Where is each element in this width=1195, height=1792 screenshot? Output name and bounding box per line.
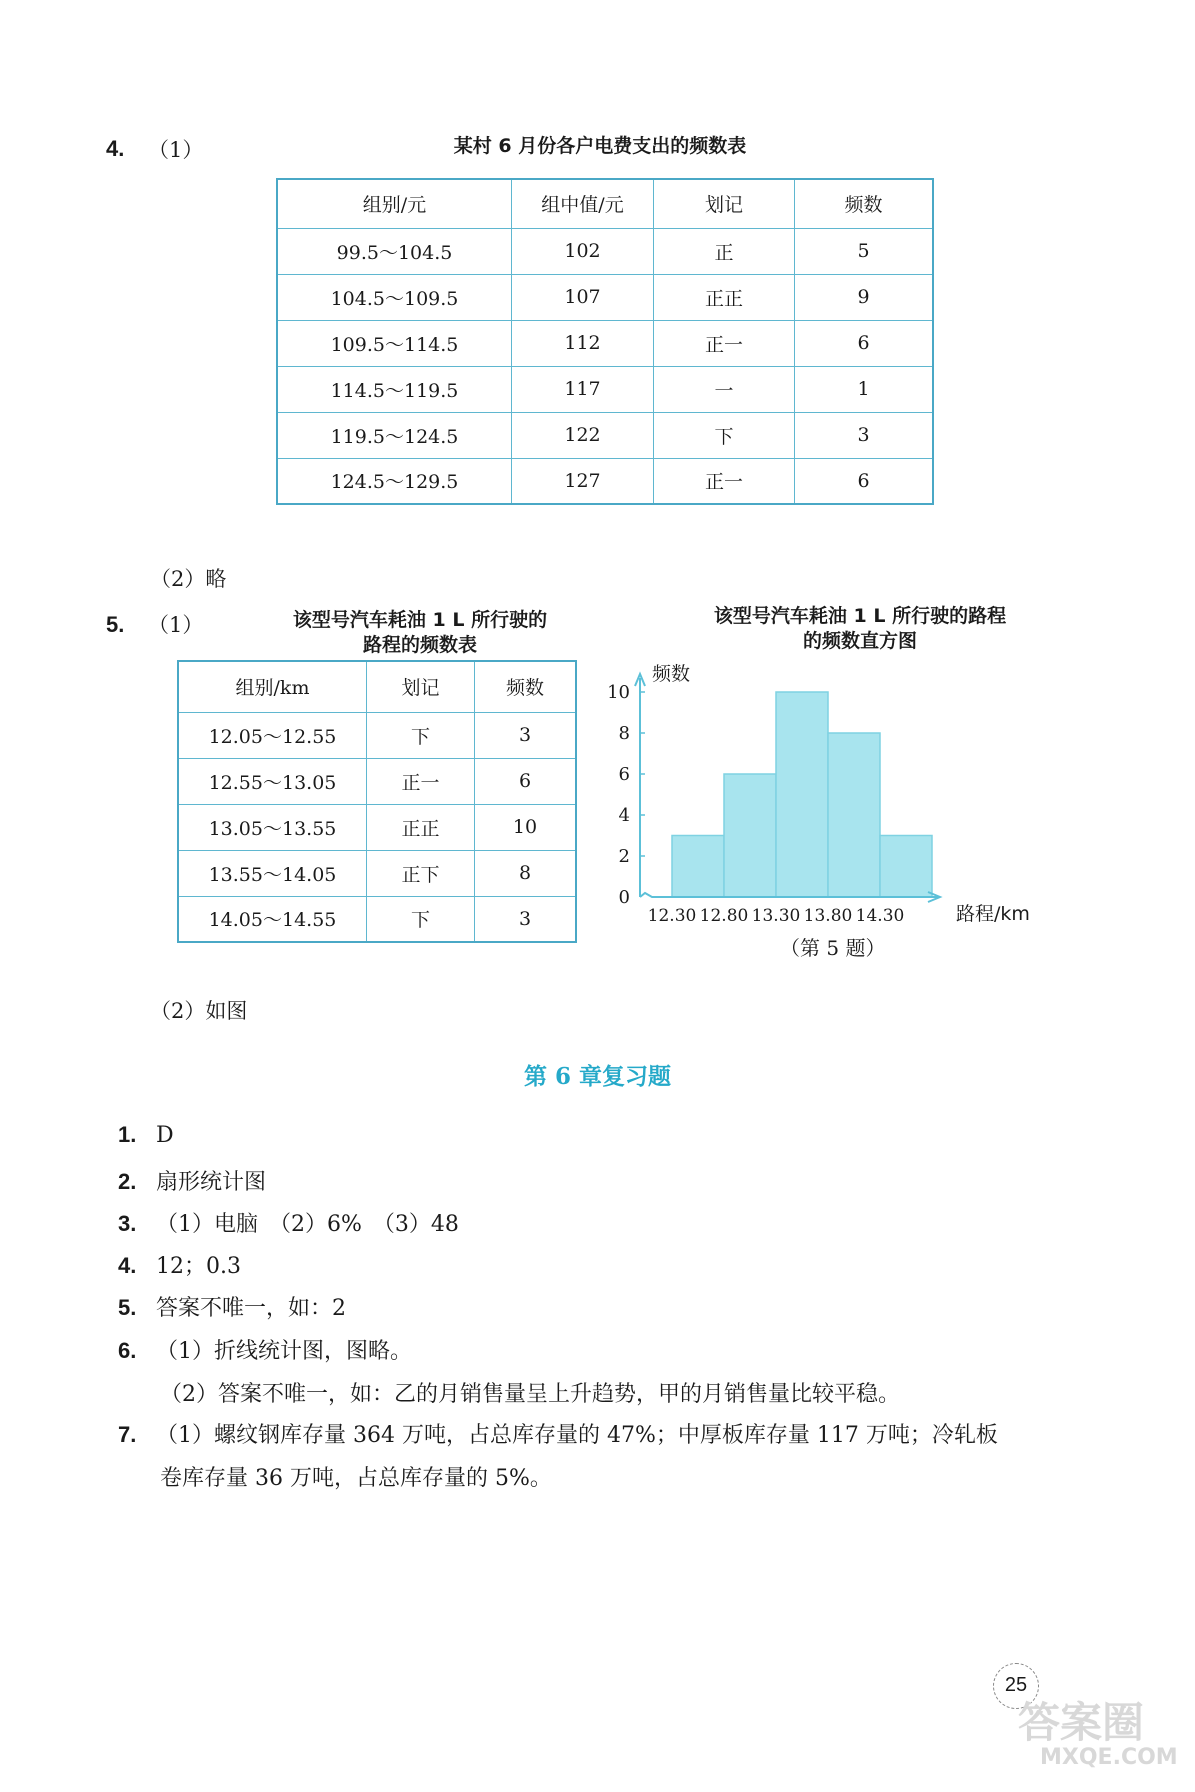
answer-text: 卷库存量 36 万吨，占总库存量的 5%。	[160, 1466, 552, 1491]
table-cell: 正一	[654, 320, 795, 366]
table-row	[277, 228, 933, 274]
table-cell: 124.5～129.5	[277, 458, 512, 504]
table-cell: 112	[512, 320, 654, 366]
table-cell: 5	[795, 228, 934, 274]
histogram-bar	[828, 733, 880, 897]
answer-text: 12；0.3	[156, 1254, 241, 1279]
answer-text: D	[156, 1123, 174, 1148]
q5-part2: （2）如图	[150, 999, 248, 1023]
chart-title-line2: 的频数直方图	[802, 630, 917, 652]
header-cell: 划记	[654, 179, 795, 228]
table-cell: 107	[512, 274, 654, 320]
answer-number: 3.	[118, 1211, 137, 1236]
table-cell: 102	[512, 228, 654, 274]
y-tick-label: 8	[618, 723, 630, 744]
table-row	[277, 412, 933, 458]
answer-item	[118, 1207, 459, 1238]
table-cell: 9	[795, 274, 934, 320]
y-tick-label: 6	[618, 764, 630, 785]
q5-part1-label: （1）	[148, 613, 204, 637]
page-number: 25	[993, 1663, 1039, 1709]
y-tick-label: 2	[618, 846, 630, 867]
y-axis-label: 频数	[652, 663, 691, 685]
table-header-row	[178, 661, 576, 712]
histogram-bar	[724, 774, 776, 897]
q5-frequency-table	[177, 660, 577, 943]
table-cell: 6	[475, 758, 577, 804]
y-tick-label: 4	[618, 805, 630, 826]
table-cell: 正正	[367, 804, 475, 850]
q5-number: 5.	[106, 612, 125, 637]
answer-item	[160, 1461, 552, 1492]
table-cell: 117	[512, 366, 654, 412]
table-row	[277, 274, 933, 320]
q4-part2: （2）略	[150, 567, 227, 591]
table-row	[178, 758, 576, 804]
header-cell: 频数	[475, 661, 577, 712]
header-cell: 组中值/元	[512, 179, 654, 228]
table-cell: 3	[795, 412, 934, 458]
table-row	[277, 458, 933, 504]
histogram-bar	[880, 836, 932, 898]
table-cell: 下	[367, 712, 475, 758]
x-tick-label: 12.30	[647, 906, 697, 926]
answer-text: （1）折线统计图，图略。	[156, 1339, 412, 1364]
answer-item	[118, 1122, 174, 1148]
table-cell: 6	[795, 458, 934, 504]
table-cell: 下	[367, 896, 475, 942]
table-cell: 1	[795, 366, 934, 412]
figure-caption: （第 5 题）	[780, 936, 886, 960]
table-row	[178, 712, 576, 758]
answer-text: 扇形统计图	[156, 1170, 267, 1195]
x-tick-label: 13.80	[803, 906, 853, 926]
table-row	[178, 804, 576, 850]
header-cell: 组别/元	[277, 179, 512, 228]
table-row	[178, 850, 576, 896]
answer-text: （1）电脑 （2）6% （3）48	[156, 1212, 459, 1237]
table-cell: 正下	[367, 850, 475, 896]
answer-item	[118, 1165, 266, 1196]
histogram-chart	[600, 650, 1070, 950]
table-cell: 14.05～14.55	[178, 896, 367, 942]
x-tick-label: 13.30	[751, 906, 801, 926]
chapter-title: 第 6 章复习题	[523, 1063, 672, 1090]
y-tick-label: 10	[607, 682, 630, 703]
y-tick-label: 0	[618, 887, 630, 908]
table-cell: 正一	[654, 458, 795, 504]
answer-number: 1.	[118, 1122, 137, 1147]
answer-item	[118, 1291, 346, 1322]
table-cell: 12.05～12.55	[178, 712, 367, 758]
histogram-bar	[776, 692, 828, 897]
table-cell: 正	[654, 228, 795, 274]
header-cell: 频数	[795, 179, 934, 228]
table-cell: 10	[475, 804, 577, 850]
table-cell: 13.05～13.55	[178, 804, 367, 850]
answer-item	[160, 1377, 900, 1408]
answer-item	[118, 1249, 241, 1280]
x-tick-label: 12.80	[699, 906, 749, 926]
answer-text: （1）螺纹钢库存量 364 万吨，占总库存量的 47%；中厚板库存量 117 万吨；冷轧板	[156, 1423, 998, 1448]
table-cell: 6	[795, 320, 934, 366]
table-header-row	[277, 179, 933, 228]
table-cell: 122	[512, 412, 654, 458]
answer-number: 7.	[118, 1422, 137, 1447]
q4-number: 4.	[106, 136, 125, 161]
table-cell: 127	[512, 458, 654, 504]
answer-item	[118, 1334, 412, 1365]
q5-table-title-line2: 路程的频数表	[362, 634, 477, 656]
x-tick-label: 14.30	[855, 906, 905, 926]
answer-number: 5.	[118, 1295, 137, 1320]
x-axis-label: 路程/km	[956, 903, 1030, 925]
table-cell: 3	[475, 896, 577, 942]
watermark-logo: 答案圈	[1018, 1698, 1145, 1747]
answer-text: （2）答案不唯一，如：乙的月销售量呈上升趋势，甲的月销售量比较平稳。	[160, 1382, 900, 1407]
table-cell: 下	[654, 412, 795, 458]
table-row	[277, 366, 933, 412]
header-cell: 组别/km	[178, 661, 367, 712]
table-cell: 99.5～104.5	[277, 228, 512, 274]
table-cell: 13.55～14.05	[178, 850, 367, 896]
table-cell: 12.55～13.05	[178, 758, 367, 804]
answer-number: 2.	[118, 1169, 137, 1194]
q5-table-title-line1: 该型号汽车耗油 1 L 所行驶的	[292, 609, 548, 631]
answer-number: 4.	[118, 1253, 137, 1278]
table-cell: 8	[475, 850, 577, 896]
table-cell: 正正	[654, 274, 795, 320]
answer-text: 答案不唯一，如：2	[156, 1296, 346, 1321]
table-row	[178, 896, 576, 942]
q4-part1-label: （1）	[148, 138, 204, 162]
q4-frequency-table	[276, 178, 934, 505]
histogram-bar	[672, 836, 724, 898]
watermark-url: MXQE.COM	[1040, 1745, 1178, 1770]
table-cell: 一	[654, 366, 795, 412]
table-row	[277, 320, 933, 366]
table-cell: 119.5～124.5	[277, 412, 512, 458]
q4-table-title: 某村 6 月份各户电费支出的频数表	[453, 135, 747, 157]
header-cell: 划记	[367, 661, 475, 712]
answer-number: 6.	[118, 1338, 137, 1363]
table-cell: 正一	[367, 758, 475, 804]
answer-item	[118, 1418, 998, 1449]
table-cell: 104.5～109.5	[277, 274, 512, 320]
chart-title-line1: 该型号汽车耗油 1 L 所行驶的路程	[713, 605, 1007, 627]
table-cell: 114.5～119.5	[277, 366, 512, 412]
table-cell: 3	[475, 712, 577, 758]
table-cell: 109.5～114.5	[277, 320, 512, 366]
